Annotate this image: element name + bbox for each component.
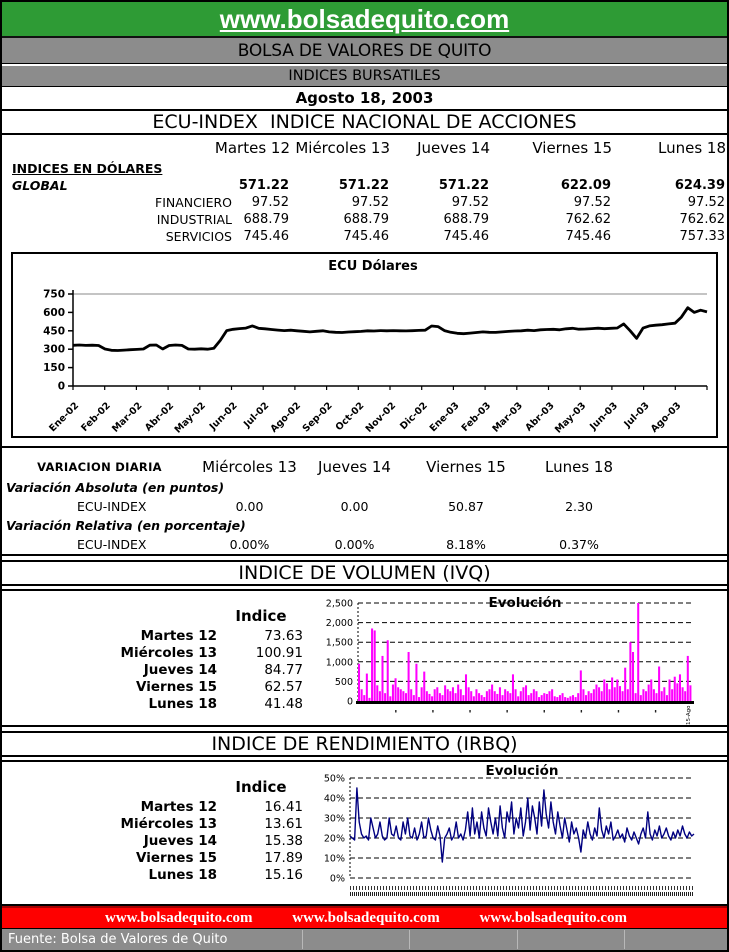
row-label: Lunes 18 (148, 695, 217, 712)
col-martes: Martes 12 (214, 139, 290, 157)
irbq-axis-labels-noise (350, 886, 694, 890)
cell: 762.62 (565, 212, 611, 227)
var-col-viernes: Viernes 15 (426, 458, 506, 476)
svg-text:Evolución: Evolución (488, 595, 562, 611)
ivq-section (2, 589, 727, 727)
cell: 622.09 (560, 178, 611, 193)
svg-text:40%: 40% (323, 793, 345, 805)
var-col-lunes: Lunes 18 (544, 458, 613, 476)
report-subtitle: INDICES BURSATILES (288, 68, 441, 84)
row-label: Martes 12 (140, 798, 217, 815)
ivq-chart (320, 591, 727, 725)
col-jueves: Jueves 14 (417, 139, 490, 157)
svg-text:Jun-03: Jun-03 (588, 400, 621, 433)
col-lunes: Lunes 18 (657, 139, 726, 157)
cell: 41.48 (264, 695, 303, 712)
org-banner (2, 38, 727, 64)
irbq-title: INDICE DE RENDIMIENTO (IRBQ) (2, 731, 727, 757)
irbq-table-header: Indice (235, 778, 287, 796)
svg-text:30%: 30% (323, 813, 345, 825)
group-label-dolares: INDICES EN DÓLARES (12, 160, 163, 176)
row-label: Miércoles 13 (120, 644, 217, 661)
ecu-dolares-chart (11, 252, 718, 438)
variation-title: VARIACION DIARIA (37, 460, 162, 474)
table-header-row (2, 137, 727, 159)
ecu-index-title: ECU-INDEX INDICE NACIONAL DE ACCIONES (2, 109, 727, 135)
cell: 15.38 (264, 832, 303, 849)
cell: 62.57 (264, 678, 303, 695)
svg-text:Oct-02: Oct-02 (333, 400, 367, 434)
site-link[interactable]: www.bolsadequito.com (105, 909, 253, 926)
cell: 97.52 (251, 195, 289, 210)
row-label: Viernes 15 (136, 849, 217, 866)
row-label: ECU-INDEX (77, 536, 147, 552)
source-text: Fuente: Bolsa de Valores de Quito (8, 932, 228, 947)
svg-text:Ago-03: Ago-03 (648, 400, 684, 434)
cell: 97.52 (451, 195, 489, 210)
site-link[interactable]: www.bolsadequito.com (219, 3, 510, 34)
irbq-chart (320, 762, 727, 904)
svg-text:Abr-03: Abr-03 (523, 400, 557, 434)
svg-text:15-Ago: 15-Ago (686, 705, 692, 725)
svg-text:Ago-02: Ago-02 (268, 400, 304, 434)
svg-text:600: 600 (43, 306, 65, 319)
cell: 571.22 (238, 178, 289, 193)
row-label: Viernes 15 (136, 678, 217, 695)
bottom-links-bar (2, 906, 727, 928)
variation-header-row (2, 456, 727, 478)
absolute-variation-label: Variación Absoluta (en puntos) (6, 479, 225, 495)
variation-section (2, 446, 727, 556)
svg-text:Sep-02: Sep-02 (300, 400, 335, 434)
svg-text:750: 750 (43, 288, 65, 301)
col-viernes: Viernes 15 (532, 139, 612, 157)
cell: 8.18% (446, 536, 486, 552)
cell: 0.00 (340, 498, 369, 514)
svg-text:2,000: 2,000 (325, 618, 353, 630)
table-row-financiero (2, 194, 727, 211)
ecu-line-chart-svg (13, 254, 718, 434)
var-col-miercoles: Miércoles 13 (202, 458, 297, 476)
svg-text:Mar-02: Mar-02 (110, 400, 145, 434)
relative-variation-row (2, 534, 727, 554)
cell: 745.46 (565, 229, 611, 244)
cell: 73.63 (264, 627, 303, 644)
var-col-jueves: Jueves 14 (318, 458, 391, 476)
cell: 100.91 (255, 644, 303, 661)
cell: 0.37% (559, 536, 599, 552)
cell-divider (409, 930, 410, 949)
row-label: INDUSTRIAL (156, 212, 232, 227)
cell: 0.00% (229, 536, 270, 552)
svg-text:0: 0 (57, 380, 65, 393)
relative-variation-label: Variación Relativa (en porcentaje) (6, 517, 246, 533)
row-label: FINANCIERO (155, 195, 232, 210)
cell: 16.41 (264, 798, 303, 815)
svg-text:Ene-02: Ene-02 (47, 400, 82, 434)
svg-text:0%: 0% (329, 873, 345, 885)
cell: 688.79 (243, 212, 289, 227)
table-row-servicios (2, 228, 727, 245)
svg-text:500: 500 (334, 676, 353, 688)
irbq-axis-labels-noise (350, 892, 694, 896)
absolute-variation-row (2, 496, 727, 516)
cell: 757.33 (679, 229, 725, 244)
cell: 688.79 (343, 212, 389, 227)
cell: 762.62 (679, 212, 725, 227)
cell: 17.89 (264, 849, 303, 866)
row-label: Martes 12 (140, 627, 217, 644)
ivq-bar-chart-svg (320, 591, 700, 727)
row-label: SERVICIOS (165, 229, 232, 244)
svg-text:Jul-03: Jul-03 (622, 400, 652, 430)
svg-text:Jun-02: Jun-02 (207, 400, 240, 433)
svg-text:2,500: 2,500 (325, 598, 353, 610)
cell: 97.52 (573, 195, 611, 210)
ivq-table (2, 591, 320, 725)
ecu-index-table (2, 135, 727, 247)
ivq-table-header: Indice (235, 607, 287, 625)
cell: 84.77 (264, 661, 303, 678)
cell: 745.46 (443, 229, 489, 244)
org-title: BOLSA DE VALORES DE QUITO (237, 40, 492, 61)
table-row-industrial (2, 211, 727, 228)
irbq-line-chart-svg (320, 762, 702, 886)
svg-text:50%: 50% (323, 773, 345, 785)
source-bar (2, 928, 727, 950)
svg-text:Abr-02: Abr-02 (142, 400, 177, 434)
col-miercoles: Miércoles 13 (295, 139, 390, 157)
irbq-section (2, 760, 727, 906)
cell: 571.22 (338, 178, 389, 193)
row-label: Miércoles 13 (120, 815, 217, 832)
svg-text:Mar-03: Mar-03 (490, 400, 525, 434)
irbq-table (2, 762, 320, 904)
site-link[interactable]: www.bolsadequito.com (292, 909, 440, 926)
cell: 745.46 (343, 229, 389, 244)
svg-text:1,000: 1,000 (325, 657, 353, 669)
row-label: Jueves 14 (143, 661, 217, 678)
svg-text:ECU Dólares: ECU Dólares (328, 259, 418, 274)
cell: 745.46 (243, 229, 289, 244)
cell: 13.61 (264, 815, 303, 832)
svg-text:10%: 10% (323, 853, 345, 865)
ivq-title: INDICE DE VOLUMEN (IVQ) (2, 560, 727, 586)
cell-divider (302, 930, 303, 949)
svg-text:450: 450 (43, 325, 65, 338)
svg-text:150: 150 (43, 362, 65, 375)
row-label: ECU-INDEX (77, 498, 147, 514)
cell: 15.16 (264, 866, 303, 883)
cell: 2.30 (565, 498, 593, 514)
row-label: GLOBAL (12, 178, 68, 193)
svg-text:0: 0 (346, 696, 353, 708)
subtitle-banner (2, 66, 727, 87)
row-label: Lunes 18 (148, 866, 217, 883)
svg-text:20%: 20% (323, 833, 345, 845)
svg-text:Jul-02: Jul-02 (241, 400, 272, 430)
row-label: Jueves 14 (143, 832, 217, 849)
svg-text:Evolución: Evolución (485, 763, 559, 779)
cell: 0.00 (235, 498, 264, 514)
cell-divider (517, 930, 518, 949)
svg-text:May-02: May-02 (172, 400, 208, 434)
cell-divider (624, 930, 625, 949)
cell: 0.00% (334, 536, 375, 552)
svg-text:Feb-02: Feb-02 (79, 400, 113, 434)
svg-text:Nov-02: Nov-02 (363, 400, 399, 434)
svg-text:May-03: May-03 (553, 400, 589, 434)
cell: 571.22 (438, 178, 489, 193)
svg-text:Feb-03: Feb-03 (459, 400, 494, 434)
top-site-banner (2, 2, 727, 38)
cell: 97.52 (687, 195, 725, 210)
cell: 688.79 (443, 212, 489, 227)
svg-text:Ene-03: Ene-03 (427, 400, 462, 434)
cell: 50.87 (448, 498, 484, 514)
site-link[interactable]: www.bolsadequito.com (479, 909, 627, 926)
cell: 624.39 (674, 178, 725, 193)
svg-text:1,500: 1,500 (325, 637, 353, 649)
svg-text:300: 300 (43, 343, 65, 356)
cell: 97.52 (351, 195, 389, 210)
table-row-global (2, 177, 727, 194)
report-date: Agosto 18, 2003 (295, 89, 434, 107)
svg-text:Dic-02: Dic-02 (398, 400, 430, 433)
